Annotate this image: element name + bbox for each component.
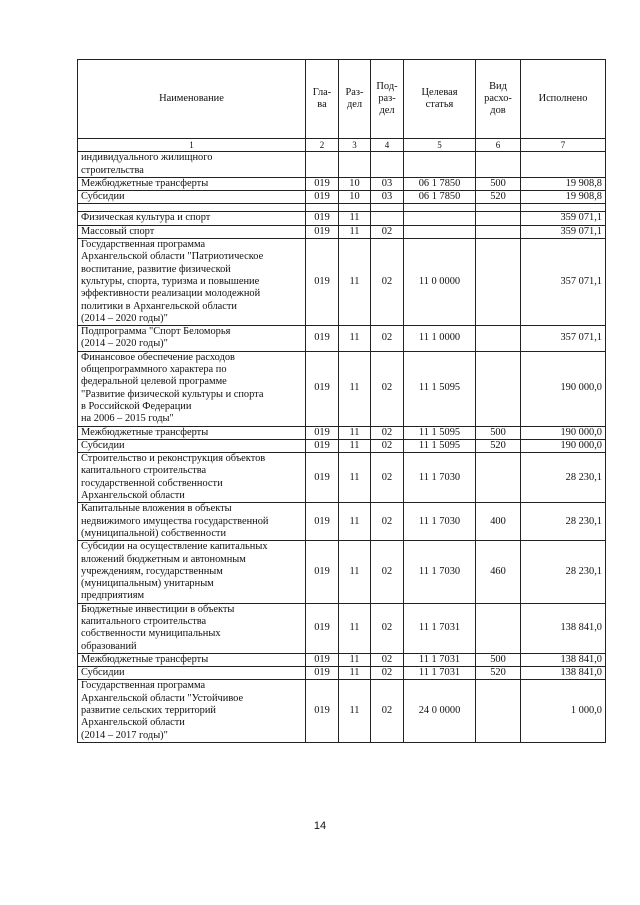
cell-glava: 019 [306,225,339,238]
table-row [78,541,606,603]
table-row [78,653,606,666]
cell-podrazdel: 02 [371,351,404,426]
cell-target [404,212,476,225]
cell-name: Межбюджетные трансферты [78,653,306,666]
column-number: 3 [339,139,371,152]
cell-name: Межбюджетные трансферты [78,426,306,439]
cell-name: Государственная программа Архангельской области "Патриотическое воспитание, развитие физической культуры, спорта, туризма и повышение эффективности реализации молодежной политики в Архангельской области (2014 – 2020 годы)" [78,239,306,326]
cell-podrazdel: 02 [371,653,404,666]
cell-amount: 190 000,0 [521,439,606,452]
cell-target [404,204,476,212]
cell-razdel: 11 [339,680,371,742]
cell-podrazdel: 02 [371,426,404,439]
cell-name: Финансовое обеспечение расходов общепрограммного характера по федеральной целевой программе "Развитие физической культуры и спорта в Российской Федерации на 2006 – 2015 годы" [78,351,306,426]
cell-amount: 1 000,0 [521,680,606,742]
cell-razdel [339,204,371,212]
cell-razdel: 11 [339,351,371,426]
cell-amount: 138 841,0 [521,667,606,680]
column-number: 4 [371,139,404,152]
cell-target: 11 1 7031 [404,603,476,653]
cell-glava: 019 [306,667,339,680]
cell-razdel: 11 [339,225,371,238]
cell-glava: 019 [306,426,339,439]
cell-name: Подпрограмма "Спорт Беломорья (2014 – 2020 годы)" [78,326,306,352]
cell-name: Капитальные вложения в объекты недвижимого имущества государственной (муниципальной) собственности [78,503,306,541]
cell-razdel: 11 [339,541,371,603]
spacer-row [78,204,606,212]
cell-podrazdel: 03 [371,177,404,190]
column-number: 5 [404,139,476,152]
cell-amount: 359 071,1 [521,212,606,225]
table-body [78,152,606,743]
cell-razdel: 11 [339,503,371,541]
table-row [78,453,606,503]
cell-expense-type: 500 [476,426,521,439]
cell-razdel: 11 [339,603,371,653]
cell-expense-type [476,680,521,742]
cell-target [404,225,476,238]
cell-glava [306,204,339,212]
cell-target: 11 1 7030 [404,541,476,603]
table-row [78,326,606,352]
cell-expense-type: 500 [476,177,521,190]
table-row [78,351,606,426]
cell-amount: 190 000,0 [521,426,606,439]
cell-glava: 019 [306,239,339,326]
cell-razdel: 11 [339,239,371,326]
cell-name: Массовый спорт [78,225,306,238]
page-number: 14 [313,820,327,832]
cell-amount: 359 071,1 [521,225,606,238]
cell-glava: 019 [306,191,339,204]
column-number: 2 [306,139,339,152]
cell-name: Государственная программа Архангельской области "Устойчивое развитие сельских территорий Архангельской области (2014 – 2017 годы)" [78,680,306,742]
cell-podrazdel: 02 [371,603,404,653]
cell-razdel: 11 [339,453,371,503]
cell-podrazdel: 03 [371,191,404,204]
cell-expense-type: 500 [476,653,521,666]
cell-expense-type: 520 [476,191,521,204]
table-row [78,191,606,204]
cell-amount [521,152,606,178]
cell-expense-type [476,453,521,503]
cell-expense-type: 460 [476,541,521,603]
header-target: Целевая статья [404,60,476,139]
cell-name: Субсидии [78,667,306,680]
cell-razdel: 11 [339,667,371,680]
cell-amount: 190 000,0 [521,351,606,426]
cell-podrazdel: 02 [371,225,404,238]
column-number: 1 [78,139,306,152]
cell-glava [306,152,339,178]
cell-expense-type: 520 [476,667,521,680]
header-podrazdel: Под- раз- дел [371,60,404,139]
cell-name: Межбюджетные трансферты [78,177,306,190]
cell-glava: 019 [306,177,339,190]
table-row [78,212,606,225]
table-row [78,225,606,238]
cell-glava: 019 [306,503,339,541]
cell-podrazdel [371,152,404,178]
header-name: Наименование [78,60,306,139]
cell-expense-type [476,603,521,653]
cell-amount: 357 071,1 [521,326,606,352]
cell-name [78,204,306,212]
cell-target: 11 1 7030 [404,503,476,541]
cell-podrazdel: 02 [371,667,404,680]
table-row [78,667,606,680]
cell-target: 06 1 7850 [404,177,476,190]
table-row [78,239,606,326]
cell-name: индивидуального жилищного строительства [78,152,306,178]
cell-podrazdel: 02 [371,326,404,352]
cell-target: 11 1 7031 [404,653,476,666]
cell-expense-type [476,212,521,225]
cell-podrazdel: 02 [371,503,404,541]
cell-expense-type [476,239,521,326]
cell-glava: 019 [306,212,339,225]
cell-target: 11 1 5095 [404,439,476,452]
cell-target [404,152,476,178]
cell-glava: 019 [306,541,339,603]
cell-amount: 19 908,8 [521,177,606,190]
cell-glava: 019 [306,603,339,653]
cell-name: Строительство и реконструкция объектов капитального строительства государственной собственности Архангельской области [78,453,306,503]
cell-podrazdel: 02 [371,541,404,603]
cell-expense-type [476,204,521,212]
cell-amount: 138 841,0 [521,653,606,666]
cell-expense-type [476,152,521,178]
cell-amount: 28 230,1 [521,453,606,503]
column-number-row [78,139,606,152]
cell-razdel: 10 [339,177,371,190]
cell-target: 11 1 5095 [404,426,476,439]
cell-name: Субсидии [78,439,306,452]
cell-expense-type [476,225,521,238]
cell-amount: 28 230,1 [521,503,606,541]
budget-execution-table [77,59,606,743]
cell-razdel: 11 [339,326,371,352]
cell-target: 11 1 0000 [404,326,476,352]
cell-podrazdel: 02 [371,239,404,326]
table-row [78,680,606,742]
cell-amount: 357 071,1 [521,239,606,326]
cell-razdel: 10 [339,191,371,204]
cell-razdel [339,152,371,178]
cell-name: Субсидии на осуществление капитальных вложений бюджетным и автономным учреждениям, государственным (муниципальным) унитарным предприятиям [78,541,306,603]
cell-podrazdel [371,204,404,212]
cell-glava: 019 [306,680,339,742]
cell-name: Физическая культура и спорт [78,212,306,225]
cell-target: 06 1 7850 [404,191,476,204]
cell-glava: 019 [306,453,339,503]
table-row [78,503,606,541]
header-razdel: Раз- дел [339,60,371,139]
cell-razdel: 11 [339,653,371,666]
table-row [78,603,606,653]
cell-amount: 28 230,1 [521,541,606,603]
table-row [78,177,606,190]
cell-amount: 19 908,8 [521,191,606,204]
cell-podrazdel: 02 [371,680,404,742]
cell-target: 11 1 5095 [404,351,476,426]
header-glava: Гла- ва [306,60,339,139]
cell-amount [521,204,606,212]
header-row [78,60,606,139]
column-number: 7 [521,139,606,152]
cell-name: Субсидии [78,191,306,204]
header-executed: Исполнено [521,60,606,139]
cell-expense-type [476,326,521,352]
cell-razdel: 11 [339,439,371,452]
cell-target: 24 0 0000 [404,680,476,742]
cell-glava: 019 [306,439,339,452]
cell-podrazdel: 02 [371,439,404,452]
cell-expense-type: 400 [476,503,521,541]
cell-glava: 019 [306,653,339,666]
table-row [78,152,606,178]
cell-expense-type: 520 [476,439,521,452]
column-number: 6 [476,139,521,152]
cell-target: 11 1 7031 [404,667,476,680]
cell-name: Бюджетные инвестиции в объекты капитального строительства собственности муниципальных образований [78,603,306,653]
cell-podrazdel [371,212,404,225]
cell-target: 11 0 0000 [404,239,476,326]
header-expense-type: Вид расхо- дов [476,60,521,139]
cell-amount: 138 841,0 [521,603,606,653]
cell-expense-type [476,351,521,426]
cell-podrazdel: 02 [371,453,404,503]
cell-glava: 019 [306,326,339,352]
cell-glava: 019 [306,351,339,426]
table-row [78,426,606,439]
cell-razdel: 11 [339,212,371,225]
table-row [78,439,606,452]
cell-razdel: 11 [339,426,371,439]
cell-target: 11 1 7030 [404,453,476,503]
